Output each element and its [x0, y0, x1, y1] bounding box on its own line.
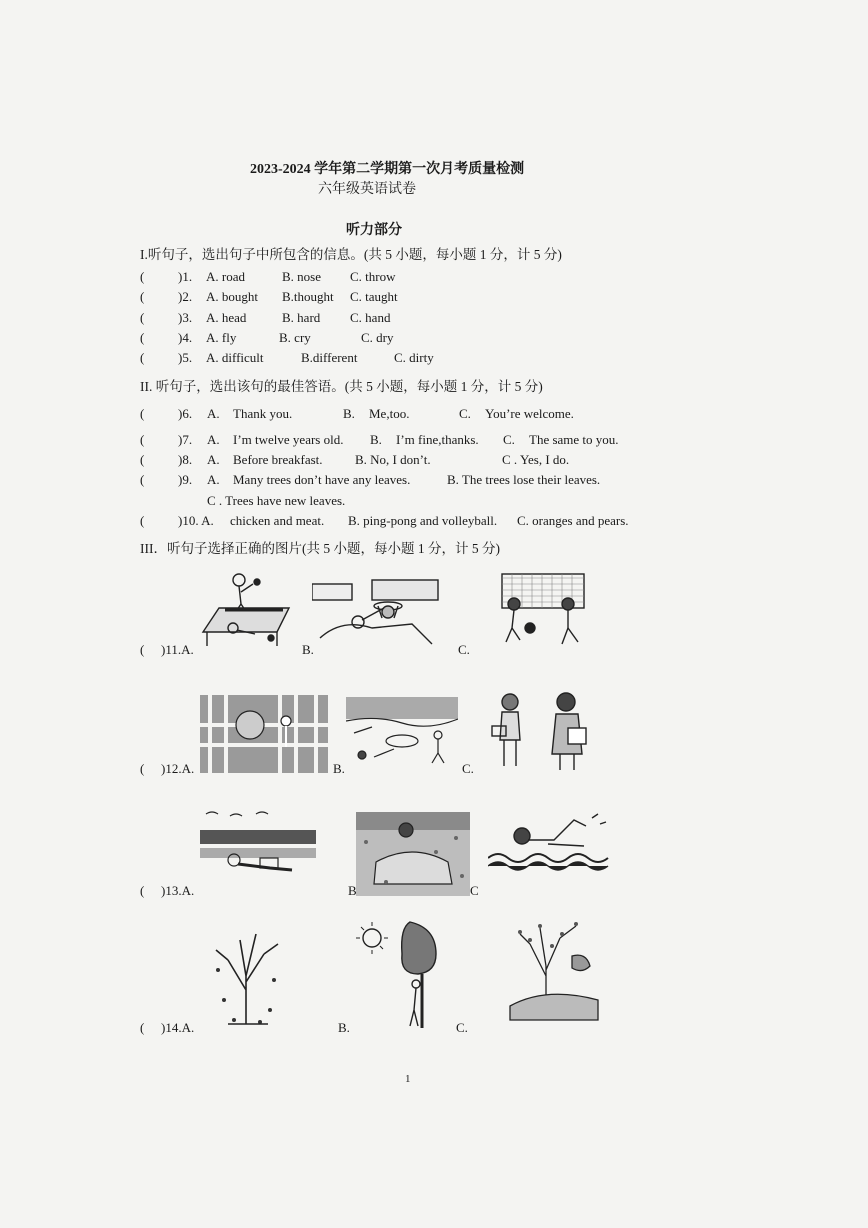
- option-b-label: B.: [338, 1020, 350, 1035]
- answer-paren[interactable]: (: [140, 330, 145, 345]
- option-b: B. ping-pong and volleyball.: [348, 513, 498, 528]
- option-a-letter: A.: [207, 452, 220, 467]
- swimming-picture[interactable]: [488, 810, 614, 876]
- exam-subtitle: 六年级英语试卷: [318, 182, 416, 197]
- answer-paren[interactable]: (: [140, 452, 145, 467]
- part2-heading: II. 听句子，选出该句的最佳答语。(共 5 小题，每小题 1 分，计 5 分): [140, 379, 543, 394]
- option-b-label: B: [348, 883, 357, 898]
- section-title: 听力部分: [346, 223, 402, 238]
- football-picture[interactable]: [488, 570, 596, 650]
- option-a-letter: A.: [207, 472, 220, 487]
- answer-paren[interactable]: (: [140, 432, 145, 447]
- option-a: A. head: [206, 310, 247, 325]
- answer-paren[interactable]: (: [140, 642, 145, 657]
- answer-paren[interactable]: (: [140, 289, 145, 304]
- option-a-letter: A.: [207, 406, 220, 421]
- question-number: )7.: [178, 432, 193, 447]
- autumn-tree-picture[interactable]: [204, 920, 288, 1028]
- page-number: 1: [405, 1073, 411, 1085]
- option-a: chicken and meat.: [230, 513, 325, 528]
- basketball-picture[interactable]: [312, 578, 442, 646]
- option-a: Thank you.: [233, 406, 293, 421]
- answer-paren[interactable]: (: [140, 1020, 145, 1035]
- answer-paren[interactable]: (: [140, 513, 145, 528]
- option-b-label: B.: [333, 761, 345, 776]
- option-c-label: C.: [458, 642, 470, 657]
- ping-pong-picture[interactable]: [197, 568, 297, 650]
- option-c-letter: C.: [459, 406, 471, 421]
- answer-paren[interactable]: (: [140, 310, 145, 325]
- option-c: C. hand: [350, 310, 391, 325]
- option-c-label: C.: [456, 1020, 468, 1035]
- answer-paren[interactable]: (: [140, 269, 145, 284]
- question-number: )14.A.: [161, 1020, 195, 1035]
- option-c: The same to you.: [529, 432, 619, 447]
- option-c: C . Trees have new leaves.: [207, 493, 346, 508]
- snow-picture[interactable]: [356, 812, 470, 896]
- option-a: A. difficult: [206, 350, 264, 365]
- answer-paren[interactable]: (: [140, 472, 145, 487]
- option-b: Me,too.: [369, 406, 410, 421]
- option-c: C. taught: [350, 289, 398, 304]
- summer-tree-picture[interactable]: [352, 914, 452, 1032]
- beach-picture[interactable]: [200, 808, 316, 884]
- option-b: B.different: [301, 350, 358, 365]
- option-b: B. nose: [282, 269, 321, 284]
- option-c: You’re welcome.: [485, 406, 574, 421]
- option-a: Many trees don’t have any leaves.: [233, 472, 411, 487]
- answer-paren[interactable]: (: [140, 883, 145, 898]
- option-a: A. bought: [206, 289, 258, 304]
- question-number: )6.: [178, 406, 193, 421]
- answer-paren[interactable]: (: [140, 406, 145, 421]
- option-b: B. The trees lose their leaves.: [447, 472, 601, 487]
- question-number: )5.: [178, 350, 193, 365]
- option-a: A. fly: [206, 330, 237, 345]
- exam-title: 2023-2024 学年第二学期第一次月考质量检测: [250, 162, 525, 177]
- option-c: C. dry: [361, 330, 394, 345]
- answer-paren[interactable]: (: [140, 761, 145, 776]
- option-a: I’m twelve years old.: [233, 432, 344, 447]
- question-number: )11.A.: [161, 642, 194, 657]
- option-c: C. dirty: [394, 350, 434, 365]
- option-b-letter: B.: [343, 406, 355, 421]
- park-picture[interactable]: [346, 697, 458, 767]
- option-b: B.thought: [282, 289, 334, 304]
- question-number: )3.: [178, 310, 193, 325]
- question-number: )9.: [178, 472, 193, 487]
- spring-tree-picture[interactable]: [506, 916, 602, 1026]
- rain-picture[interactable]: [200, 695, 328, 773]
- question-number: )2.: [178, 289, 193, 304]
- option-a: Before breakfast.: [233, 452, 323, 467]
- option-b: B. No, I don’t.: [355, 452, 431, 467]
- question-number: )13.A.: [161, 883, 195, 898]
- question-number: )1.: [178, 269, 193, 284]
- option-a: A. road: [206, 269, 245, 284]
- two-girls-picture[interactable]: [488, 688, 594, 774]
- option-c: C. throw: [350, 269, 396, 284]
- question-number: )10. A.: [178, 513, 214, 528]
- answer-paren[interactable]: (: [140, 350, 145, 365]
- option-c-letter: C.: [503, 432, 515, 447]
- question-number: )12.A.: [161, 761, 195, 776]
- option-a-letter: A.: [207, 432, 220, 447]
- question-number: )4.: [178, 330, 193, 345]
- option-b-letter: B.: [370, 432, 382, 447]
- option-b-label: B.: [302, 642, 314, 657]
- option-b: I’m fine,thanks.: [396, 432, 479, 447]
- option-b: B. hard: [282, 310, 321, 325]
- question-number: )8.: [178, 452, 193, 467]
- part3-heading: III．听句子选择正确的图片(共 5 小题，每小题 1 分，计 5 分): [140, 541, 500, 556]
- option-c: C. oranges and pears.: [517, 513, 629, 528]
- option-c-label: C: [470, 883, 479, 898]
- option-c: C . Yes, I do.: [502, 452, 570, 467]
- option-c-label: C.: [462, 761, 474, 776]
- option-b: B. cry: [279, 330, 311, 345]
- part1-heading: I.听句子，选出句子中所包含的信息。(共 5 小题，每小题 1 分，计 5 分): [140, 247, 562, 262]
